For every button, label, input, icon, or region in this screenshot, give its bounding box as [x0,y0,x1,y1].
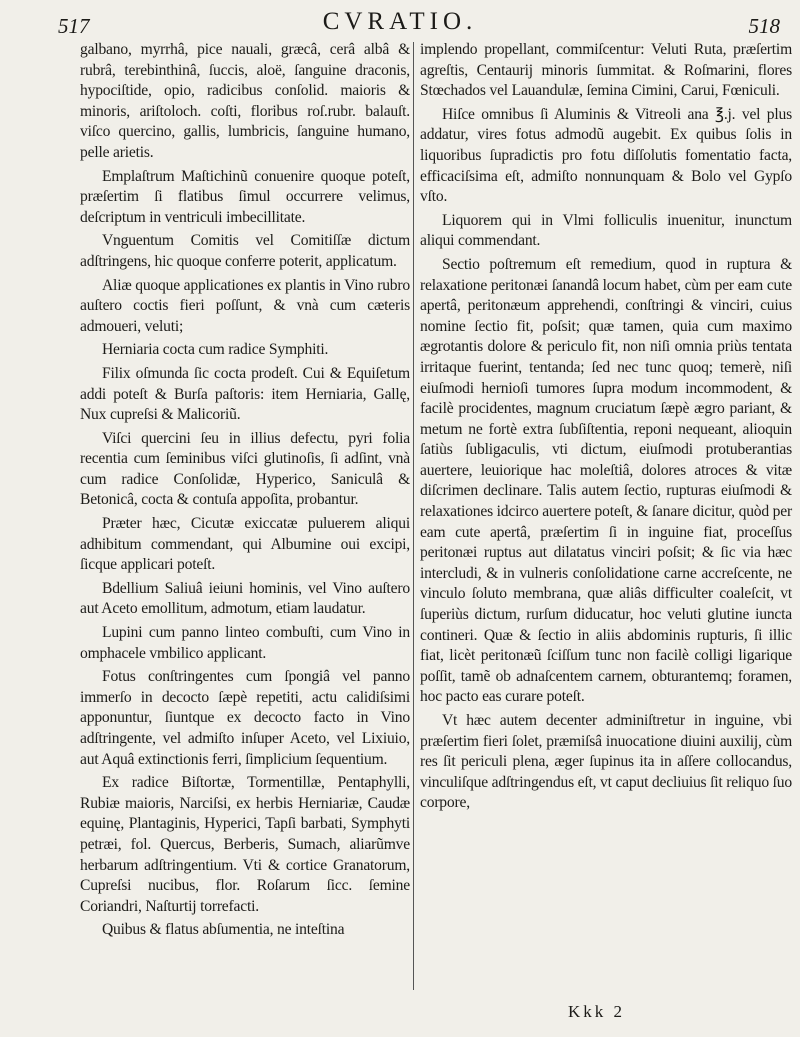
running-title: CVRATIO. [322,8,478,35]
page-number-left: 517 [58,14,90,38]
left-column [80,40,410,944]
paragraph: Bdellium Saliuâ ieiuni hominis, vel Vino auſtero aut Aceto emollitum, admotum, etiam laudatur. [80,579,410,618]
paragraph: galbano, myrrhâ, pice nauali, græcâ, cerâ albâ & rubrâ, terebinthinâ, ſuccis, aloë, ſanguine draconis, hypociſtide, opio, radicibus conſolid. maioris & minoris, ariſtoloch. coſti, floribus roſ.rubr. balauſt. viſco quercino, gallis, lumbricis, ſanguine humano, pelle arietis. [80,41,410,161]
page-number-right: 518 [748,14,780,38]
paragraph: Hiſce omnibus ſi Aluminis & Vitreoli ana ℥.j. vel plus addatur, vires fotus admodũ augebit. Ex quibus ſolis in liquoribus ſupradictis pro fotu diſſolutis fomentatio facta, efficaciſsima eſt, admiſto nonnunquam & Bolo vel Gypſo vſto. [420,105,792,206]
paragraph: Liquorem qui in Vlmi folliculis inuenitur, inunctum aliqui commendant. [420,211,792,250]
signature-mark: Kkk 2 [568,1002,626,1021]
paragraph: Præter hæc, Cicutæ exiccatæ puluerem aliqui adhibitum commendant, qui Albumine oui excipi, ſicque applicari poteſt. [80,515,410,574]
paragraph: Lupini cum panno linteo combuſti, cum Vino in omphacele vmbilico applicant. [80,624,410,662]
paragraph: Vt hæc autem decenter adminiſtretur in inguine, vbi præſertim fieri ſolet, præmiſsâ inuocatione diuini auxilij, cùm res ſit periculi plena, æger ſupinus ita in aſſere collocandus, vinculiſque adſtringendus eſt, vt caput decliuius ſit reliquo ſuo corpore, [420,712,793,812]
column-divider [413,42,414,990]
paragraph: Filix oſmunda ſic cocta prodeſt. Cui & Equiſetum addi poteſt & Burſa paſtoris: item Herniaria, Gallę, Nux cupreſsi & Malicoriũ. [80,364,410,424]
paragraph: Fotus conſtringentes cum ſpongiâ vel panno immerſo in decocto ſæpè repetiti, actu calidiſsimi apponuntur, ſiuntque ex decocto facto in Vino adſtringente, vel admiſto inſuper Aceto, vel Lixiuio, aut Aquâ extinctionis ferri, ſimplicium ſequentium. [80,668,410,768]
paragraph: Vnguentum Comitis vel Comitiſſæ dictum adſtringens, hic quoque conferre poterit, applicatum. [80,232,410,270]
paragraph: Emplaſtrum Maſtichinũ conuenire quoque poteſt, præſertim ſi flatibus ſimul occurrere velimus, deſcriptum in ventriculi imbecillitate. [80,167,410,226]
paragraph: Quibus & flatus abſumentia, ne inteſtina [102,921,345,939]
paragraph: Viſci quercini ſeu in illius defectu, pyri folia recentia cum ſeminibus viſci glutinoſis, ſi adſint, vnà cum radice Conſolidæ, Hyperico, Saniculâ & Betonicâ, cocta & contuſa appoſita, probantur. [80,429,410,509]
right-column [420,40,792,817]
paragraph: implendo propellant, commiſcentur: Veluti Ruta, præſertim agreſtis, Centaurij minoris ſummitat. & Roſmarini, flores Stœchados vel Lauandulæ, ſemina Cimini, Carui, Fœniculi. [420,41,792,100]
paragraph: Herniaria cocta cum radice Symphiti. [102,341,329,359]
paragraph: Ex radice Biſtortæ, Tormentillæ, Pentaphylli, Rubiæ maioris, Narciſsi, ex herbis Herniariæ, Caudæ equinę, Plantaginis, Hyperici, Tapſi barbati, Symphyti petræi, fol. Quercus, Berberis, Sumach, aliarũmve herbarum adſtringentium. Vti & cortice Granatorum, Cupreſsi nucibus, flor. Roſarum ſicc. ſemine Coriandri, Naſturtij torrefacti. [80,774,410,915]
paragraph: Aliæ quoque applicationes ex plantis in Vino rubro auſtero coctis fieri poſſunt, & vnà cum cæteris admoueri, veluti; [80,276,410,335]
paragraph: Sectio poſtremum eſt remedium, quod in ruptura & relaxatione peritonæi ſanandâ locum habet, cùm per eam cute apertâ, peritonæum apprehendi, conſtringi & vinciri, cuius nomine ſectio fit, poſsit; quæ tamen, quia cum maximo ægrotantis dolore & periculo fit, non niſi omnia priùs tentata irritaque fuerint, tentanda; ſed nec tunc quoq; temerè, niſi eiuſmodi hernioſi tumores ſupra modum incommodent, & facilè procidentes, magnum cruciatum ſæpè ægro pariant, & metum ne fortè extra ſubſiſtentia, reponi nequeant, alioquin ſatiùs ſubligaculis, vti dictum, eiuſmodi protuberantias auertere, leuiorique hac moleſtiâ, dolores atroces & vitæ diſcrimen declinare. Talis autem ſectio, rupturas eiuſmodi & relaxationes idcirco auertere poteſt, & ſanare dicitur, quòd per eam cute apertâ, præſertim ſi in inguine fiat, proceſſus peritonæi ruptus aut dilatatus vinciri poſsit; & ſic via hæc intercludi, & in vulneris conſolidatione carne accreſcente, ne vinculo ſoluto membrana, quæ aliâs difficulter coaleſcit, vt ſuperiùs dictum, rurſum diducatur, hoc veluti glutine iuncta contineri. Quæ & ſectio in aliis abdominis rupturis, ſi illic fiat, licèt peritonæũ ſciſſum tunc non facilè colligi ligarique poſſit, tamẽ ob adnaſcentem carnem, obturantemq; foramen, hoc pacto eas curare poteſt. [420,255,792,706]
